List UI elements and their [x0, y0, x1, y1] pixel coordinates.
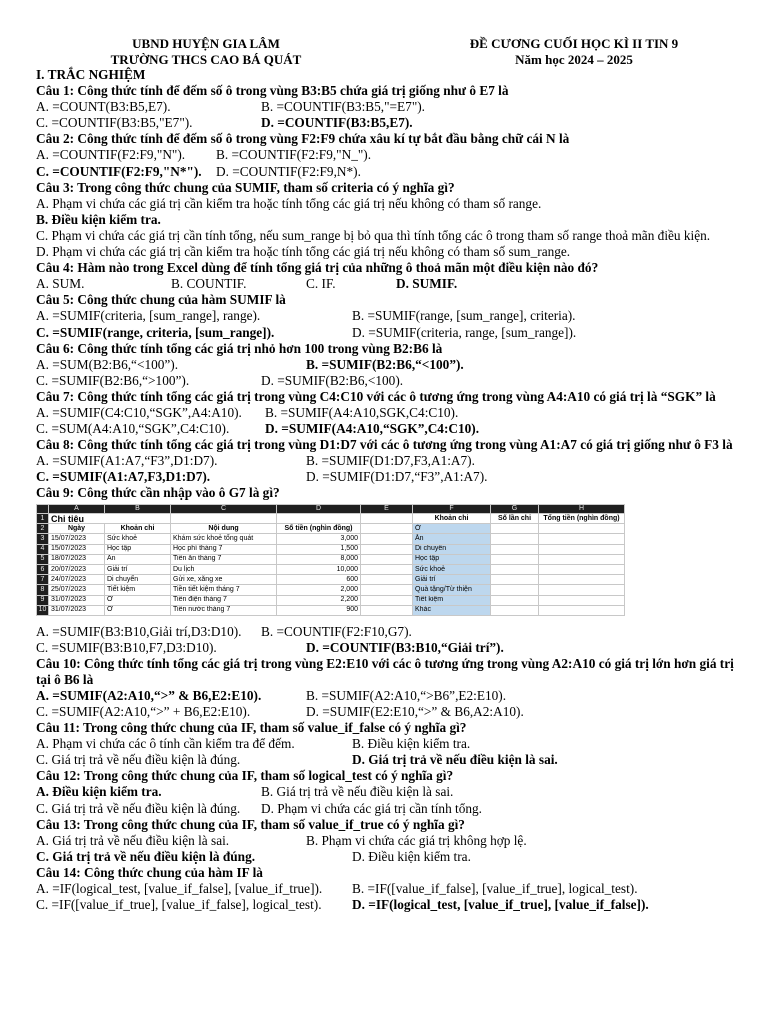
answers-row — [36, 704, 742, 720]
cell: Khám sức khoẻ tổng quát — [171, 534, 277, 544]
answer-d: D. =SUMIF(B2:B6,<100). — [261, 372, 404, 388]
answers-row — [36, 688, 742, 704]
answers-row — [36, 624, 742, 640]
col-letter: B — [105, 504, 171, 514]
answer-d: D. Phạm vi chứa các giá trị cần kiểm tra hoặc tính tổng các giá trị nếu không có tham số sum_range. — [36, 244, 571, 260]
answers-row — [36, 801, 742, 817]
answer-c: C. =SUMIF(B2:B6,“>100”). — [36, 372, 190, 388]
answer-d: D. =COUNTIF(F2:F9,N*). — [216, 163, 361, 179]
col-letter: D — [277, 504, 361, 514]
cell: Ăn — [105, 554, 171, 564]
header-cell: Khoản chi — [105, 524, 171, 534]
sheet-row-3: 3 15/07/2023 Sức khoẻ Khám sức khoẻ tổng quát 3,000 Ăn — [37, 534, 625, 544]
answers-row — [36, 784, 742, 800]
answer-c: C. =COUNTIF(B3:B5,"E7"). — [36, 115, 193, 131]
cell: Học phí tháng 7 — [171, 544, 277, 554]
school-name: TRƯỜNG THCS CAO BÁ QUÁT — [110, 51, 302, 67]
answer-c: C. Phạm vi chứa các giá trị cần tính tổng, nếu sum_range bị bỏ qua thì tính tổng các ô trong tham số range thoả mãn điều kiện. — [36, 227, 711, 243]
answer-c: C. =SUMIF(B3:B10,F7,D3:D10). — [36, 639, 217, 655]
question-1: Câu 1: Công thức tính để đếm số ô trong vùng B3:B5 chứa giá trị giống như ô E7 là — [36, 83, 509, 99]
answer-a: A. Phạm vi chứa các ô tính cần kiểm tra để đếm. — [36, 736, 295, 752]
answer-a: A. =SUM(B2:B6,“<100”). — [36, 356, 179, 372]
question-13: Câu 13: Trong công thức chung của IF, tham số value_if_true có ý nghĩa gì? — [36, 816, 465, 832]
answers-row — [36, 421, 742, 437]
answers-row — [36, 276, 742, 292]
answers-row — [36, 99, 742, 115]
col-letter: E — [361, 504, 413, 514]
question-2: Câu 2: Công thức tính để đếm số ô trong vùng F2:F9 chứa xâu kí tự bắt đầu bằng chữ cái N là — [36, 131, 570, 147]
sheet-row-5: 5 18/07/2023 Ăn Tiền ăn tháng 7 8,000 Học tập — [37, 554, 625, 564]
cell: Gửi xe, xăng xe — [171, 575, 277, 585]
answers-row — [36, 308, 742, 324]
answers-row — [36, 453, 742, 469]
header-cell: Tổng tiền (nghìn đồng) — [539, 514, 625, 524]
answers-row — [36, 357, 742, 373]
answer-c: C. =IF([value_if_true], [value_if_false], logical_test). — [36, 897, 322, 913]
answers-row — [36, 164, 742, 180]
cell: Du lịch — [171, 564, 277, 574]
answers-row — [36, 640, 742, 656]
sheet-row-9: 9 31/07/2023 Ở Tiền điện tháng 7 2,200 Tiết kiệm — [37, 595, 625, 605]
answer-b: B. Điều kiện kiểm tra. — [352, 736, 471, 752]
sheet-row-8: 8 25/07/2023 Tiết kiệm Tiền tiết kiệm tháng 7 2,000 Quà tặng/Từ thiện — [37, 585, 625, 595]
question-9: Câu 9: Công thức cần nhập vào ô G7 là gì? — [36, 485, 280, 501]
answer-a: A. =COUNTIF(F2:F9,"N"). — [36, 147, 186, 163]
cell: 2,000 — [277, 585, 361, 595]
answer-d-correct: D. =COUNTIF(B3:B5,E7). — [261, 115, 413, 131]
section-title: I. TRẮC NGHIỆM — [36, 67, 146, 82]
answer-d-correct: D. =SUMIF(A4:A10,“SGK”,C4:C10). — [265, 421, 480, 437]
header-cell: Ngày — [49, 524, 105, 534]
question-6: Câu 6: Công thức tính tổng các giá trị nhỏ hơn 100 trong vùng B2:B6 là — [36, 340, 443, 356]
answer-c: C. IF. — [306, 276, 336, 292]
cell: 24/07/2023 — [49, 575, 105, 585]
cell: Tiền điện tháng 7 — [171, 595, 277, 605]
sheet-row-1: 1 Chi tiêu Khoản chi Số lần chi Tổng tiền (nghìn đồng) — [37, 514, 625, 524]
cell: Tiền ăn tháng 7 — [171, 554, 277, 564]
question-5: Câu 5: Công thức chung của hàm SUMIF là — [36, 292, 286, 308]
cell: 600 — [277, 575, 361, 585]
answer-b: B. =COUNTIF(F2:F9,"N_"). — [216, 147, 372, 163]
col-letter: G — [491, 504, 539, 514]
answer-d: D. =SUMIF(D1:D7,“F3”,A1:A7). — [306, 469, 488, 485]
cell: Ở — [105, 595, 171, 605]
answers-row — [36, 752, 742, 768]
answer-d: D. =SUMIF(E2:E10,“>” & B6,A2:A10). — [306, 704, 524, 719]
cell: Tiền nước tháng 7 — [171, 605, 277, 615]
question-4: Câu 4: Hàm nào trong Excel dùng để tính tổng giá trị của những ô thoả mãn một điều kiện nào đó? — [36, 260, 599, 276]
corner-cell — [37, 504, 49, 514]
answers-row — [36, 469, 742, 485]
answer-c: C. =SUM(A4:A10,“SGK”,C4:C10). — [36, 421, 230, 437]
header-cell: Khoản chi — [413, 514, 491, 524]
answer-d-correct: D. SUMIF. — [396, 276, 458, 292]
answer-b: B. =SUMIF(range, [sum_range], criteria). — [352, 308, 576, 324]
answers-row — [36, 849, 742, 865]
answer-a: A. =SUMIF(A1:A7,“F3”,D1:D7). — [36, 453, 218, 469]
category-cell: Sức khoẻ — [413, 564, 491, 574]
answer-a: A. =SUMIF(C4:C10,“SGK”,A4:A10). — [36, 404, 242, 420]
answers-row — [36, 147, 742, 163]
school-block — [36, 36, 376, 67]
spreadsheet-table — [36, 504, 625, 616]
cell: Học tập — [105, 544, 171, 554]
question-3: Câu 3: Trong công thức chung của SUMIF, tham số criteria có ý nghĩa gì? — [36, 179, 455, 195]
sheet-row-6: 6 20/07/2023 Giải trí Du lịch 10,000 Sức khoẻ — [37, 564, 625, 574]
answer-c-correct: C. =SUMIF(range, criteria, [sum_range]). — [36, 324, 275, 340]
answer-a-correct: A. =SUMIF(A2:A10,“>” & B6,E2:E10). — [36, 687, 262, 703]
cell: 8,000 — [277, 554, 361, 564]
answer-c-correct: C. =SUMIF(A1:A7,F3,D1:D7). — [36, 469, 211, 485]
answer-a: A. Phạm vi chứa các giá trị cần kiểm tra hoặc tính tổng các giá trị nếu không có tham số range. — [36, 195, 542, 211]
answer-b: B. COUNTIF. — [171, 276, 247, 292]
category-cell: Ăn — [413, 534, 491, 544]
school-year: Năm học 2024 – 2025 — [515, 51, 633, 67]
document-header — [36, 36, 742, 67]
cell: 20/07/2023 — [49, 564, 105, 574]
answer-b-correct: B. Điều kiện kiểm tra. — [36, 211, 161, 227]
answers-row — [36, 115, 742, 131]
answer-b: B. =COUNTIF(B3:B5,"=E7"). — [261, 99, 425, 115]
answer-b: B. =SUMIF(A2:A10,“>B6”,E2:E10). — [306, 687, 507, 703]
answer-b: B. =SUMIF(D1:D7,F3,A1:A7). — [306, 453, 475, 469]
answer-a: A. Giá trị trả về nếu điều kiện là sai. — [36, 832, 230, 848]
col-letter: H — [539, 504, 625, 514]
cell: Di chuyển — [105, 575, 171, 585]
category-cell: Học tập — [413, 554, 491, 564]
answer-b: B. Giá trị trả về nếu điều kiện là sai. — [261, 784, 454, 800]
answer-c: C. Giá trị trả về nếu điều kiện là đúng. — [36, 752, 241, 768]
category-cell: Giải trí — [413, 575, 491, 585]
col-letter: C — [171, 504, 277, 514]
answer-a: A. SUM. — [36, 276, 85, 292]
cell: Tiền tiết kiệm tháng 7 — [171, 585, 277, 595]
answer-a: A. =SUMIF(criteria, [sum_range], range). — [36, 308, 261, 324]
answer-d-correct: D. =IF(logical_test, [value_if_true], [value_if_false]). — [352, 897, 649, 913]
answers-row — [36, 833, 742, 849]
cell: Giải trí — [105, 564, 171, 574]
answer-b: B. =IF([value_if_false], [value_if_true], logical_test). — [352, 881, 638, 897]
answer-b-correct: B. =SUMIF(B2:B6,“<100”). — [306, 356, 464, 372]
title-block — [376, 36, 742, 67]
header-cell: Số lần chi — [491, 514, 539, 524]
cell: 15/07/2023 — [49, 534, 105, 544]
question-14: Câu 14: Công thức chung của hàm IF là — [36, 864, 263, 880]
cell: 2,200 — [277, 595, 361, 605]
cell: 31/07/2023 — [49, 605, 105, 615]
answer-c: C. =SUMIF(A2:A10,“>” + B6,E2:E10). — [36, 704, 251, 719]
answer-c-correct: C. =COUNTIF(F2:F9,"N*"). — [36, 163, 202, 179]
spreadsheet-image — [36, 504, 624, 622]
sheet-row-4: 4 15/07/2023 Học tập Học phí tháng 7 1,500 Di chuyển — [37, 544, 625, 554]
cell: 31/07/2023 — [49, 595, 105, 605]
answer-d: D. Phạm vi chứa các giá trị cần tính tổng. — [261, 800, 483, 816]
cell: 15/07/2023 — [49, 544, 105, 554]
sheet-row-2: 2 Ngày Khoản chi Nội dung Số tiền (nghìn đồng) Ở — [37, 524, 625, 534]
sheet-row-7: 7 24/07/2023 Di chuyển Gửi xe, xăng xe 600 Giải trí — [37, 575, 625, 585]
cell: 10,000 — [277, 564, 361, 574]
cell: 900 — [277, 605, 361, 615]
answer-a: A. =SUMIF(B3:B10,Giải trí,D3:D10). — [36, 623, 242, 639]
question-12: Câu 12: Trong công thức chung của IF, tham số logical_test có ý nghĩa gì? — [36, 768, 454, 784]
answers-row — [36, 881, 742, 897]
question-10: Câu 10: Công thức tính tổng các giá trị trong vùng E2:E10 với các ô tương ứng trong vùng A2:A10 có giá trị lớn hơn giá trị tại ô B6 là — [36, 655, 734, 687]
answer-d-correct: D. =COUNTIF(B3:B10,“Giải trí”). — [306, 639, 504, 655]
cell: 18/07/2023 — [49, 554, 105, 564]
district-name: UBND HUYỆN GIA LÂM — [132, 36, 280, 51]
cell: 3,000 — [277, 534, 361, 544]
answer-b: B. =COUNTIF(F2:F10,G7). — [261, 623, 412, 639]
cell: 1,500 — [277, 544, 361, 554]
col-letter: A — [49, 504, 105, 514]
answer-a-correct: A. Điều kiện kiểm tra. — [36, 784, 162, 800]
cell: Tiết kiệm — [105, 585, 171, 595]
answer-d: D. =SUMIF(criteria, range, [sum_range]). — [352, 324, 577, 340]
answer-d-correct: D. Giá trị trả về nếu điều kiện là sai. — [352, 752, 558, 768]
header-cell: Số tiền (nghìn đồng) — [277, 524, 361, 534]
answer-a: A. =COUNT(B3:B5,E7). — [36, 99, 171, 115]
header-cell: Nội dung — [171, 524, 277, 534]
answers-row — [36, 325, 742, 341]
category-cell: Tiết kiệm — [413, 595, 491, 605]
sheet-row-10: 10 31/07/2023 Ở Tiền nước tháng 7 900 Khác — [37, 605, 625, 615]
question-7: Câu 7: Công thức tính tổng các giá trị trong vùng C4:C10 với các ô tương ứng trong vùng A4:A10 có giá trị là “SGK” là — [36, 388, 716, 404]
category-cell: Khác — [413, 605, 491, 615]
document-title: ĐỀ CƯƠNG CUỐI HỌC KÌ II TIN 9 — [469, 36, 679, 51]
question-11: Câu 11: Trong công thức chung của IF, tham số value_if_false có ý nghĩa gì? — [36, 720, 467, 736]
answer-a: A. =IF(logical_test, [value_if_false], [value_if_true]). — [36, 881, 323, 897]
sheet-title: Chi tiêu — [49, 514, 171, 524]
cell: Ở — [105, 605, 171, 615]
answers-row — [36, 373, 742, 389]
answer-c: C. Giá trị trả về nếu điều kiện là đúng. — [36, 800, 241, 816]
answers-row — [36, 405, 742, 421]
answers-row — [36, 736, 742, 752]
column-letters-row — [37, 504, 625, 514]
cell: Sức khoẻ — [105, 534, 171, 544]
question-8: Câu 8: Công thức tính tổng các giá trị trong vùng D1:D7 với các ô tương ứng trong vùng A1:A7 có giá trị giống như ô F3 là — [36, 437, 733, 453]
answer-d: D. Điều kiện kiểm tra. — [352, 848, 471, 864]
answers-row — [36, 897, 742, 913]
answer-b: B. =SUMIF(A4:A10,SGK,C4:C10). — [265, 404, 459, 420]
answer-c-correct: C. Giá trị trả về nếu điều kiện là đúng. — [36, 848, 256, 864]
category-cell: Di chuyển — [413, 544, 491, 554]
category-cell: Ở — [413, 524, 491, 534]
category-cell: Quà tặng/Từ thiện — [413, 585, 491, 595]
answer-b: B. Phạm vi chứa các giá trị không hợp lệ. — [306, 832, 527, 848]
cell: 25/07/2023 — [49, 585, 105, 595]
col-letter: F — [413, 504, 491, 514]
